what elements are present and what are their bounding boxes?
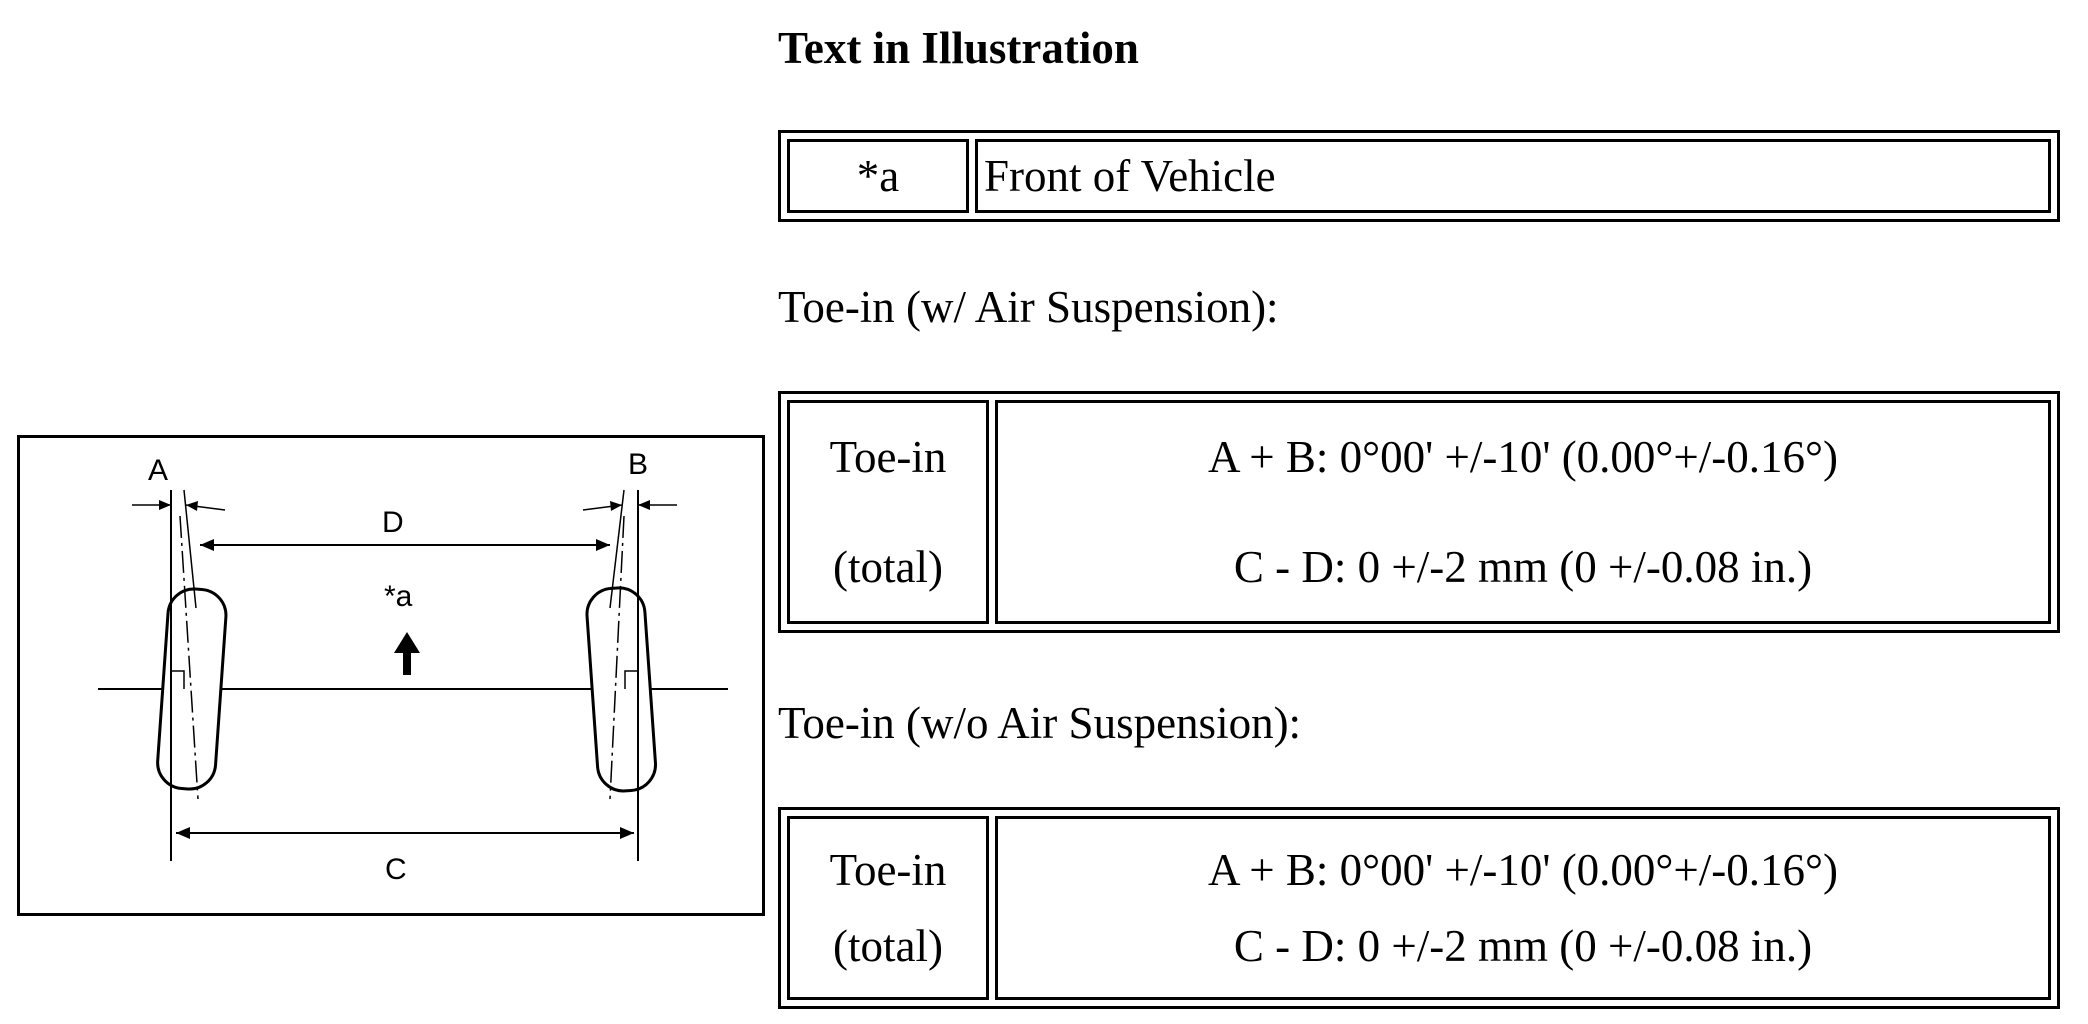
right-tire-icon bbox=[585, 586, 657, 793]
dimension-arrow-icon bbox=[176, 827, 190, 839]
spec-label-cell bbox=[787, 400, 989, 624]
dimension-arrow-icon bbox=[638, 500, 650, 510]
front-arrow-icon bbox=[394, 632, 420, 675]
dimension-arrow-icon bbox=[620, 827, 634, 839]
spec-label-line1: Toe-in bbox=[829, 845, 947, 895]
dimension-arrow-icon bbox=[596, 539, 610, 551]
spec-cd-value: C - D: 0 +/-2 mm (0 +/-0.08 in.) bbox=[1233, 542, 1813, 592]
label-star-a: *a bbox=[384, 580, 413, 613]
label-d: D bbox=[382, 506, 404, 539]
spec-label-line1: Toe-in bbox=[829, 432, 947, 482]
table-row bbox=[787, 139, 2051, 213]
spec-label-line2: (total) bbox=[833, 542, 943, 592]
spec-ab-value: A + B: 0°00' +/-10' (0.00°+/-0.16°) bbox=[1207, 432, 1839, 482]
label-a: A bbox=[148, 454, 169, 487]
toe-in-illustration bbox=[17, 435, 765, 916]
air-suspension-title: Toe-in (w/ Air Suspension): bbox=[778, 282, 1279, 332]
dimension-arrow-icon bbox=[610, 501, 622, 511]
label-b: B bbox=[628, 448, 649, 481]
left-tire-icon bbox=[156, 587, 228, 791]
dimension-arrow-icon bbox=[186, 501, 198, 511]
legend-value: Front of Vehicle bbox=[975, 139, 2051, 213]
spec-ab-value: A + B: 0°00' +/-10' (0.00°+/-0.16°) bbox=[1207, 845, 1839, 895]
no-air-suspension-title: Toe-in (w/o Air Suspension): bbox=[778, 698, 1302, 748]
toe-in-diagram bbox=[20, 438, 762, 913]
section-heading: Text in Illustration bbox=[778, 23, 1139, 73]
spec-value-cell bbox=[995, 400, 2051, 624]
table-row bbox=[787, 816, 2051, 1000]
legend-key: *a bbox=[787, 139, 969, 213]
label-c: C bbox=[385, 853, 407, 886]
table-row bbox=[787, 400, 2051, 624]
spec-label-cell bbox=[787, 816, 989, 1000]
no-air-suspension-spec-table bbox=[778, 807, 2060, 1009]
legend-table bbox=[778, 130, 2060, 222]
dimension-arrow-icon bbox=[159, 500, 171, 510]
air-suspension-spec-table bbox=[778, 391, 2060, 633]
dimension-arrow-icon bbox=[200, 539, 214, 551]
spec-label-line2: (total) bbox=[833, 921, 943, 971]
spec-cd-value: C - D: 0 +/-2 mm (0 +/-0.08 in.) bbox=[1233, 921, 1813, 971]
spec-value-cell bbox=[995, 816, 2051, 1000]
